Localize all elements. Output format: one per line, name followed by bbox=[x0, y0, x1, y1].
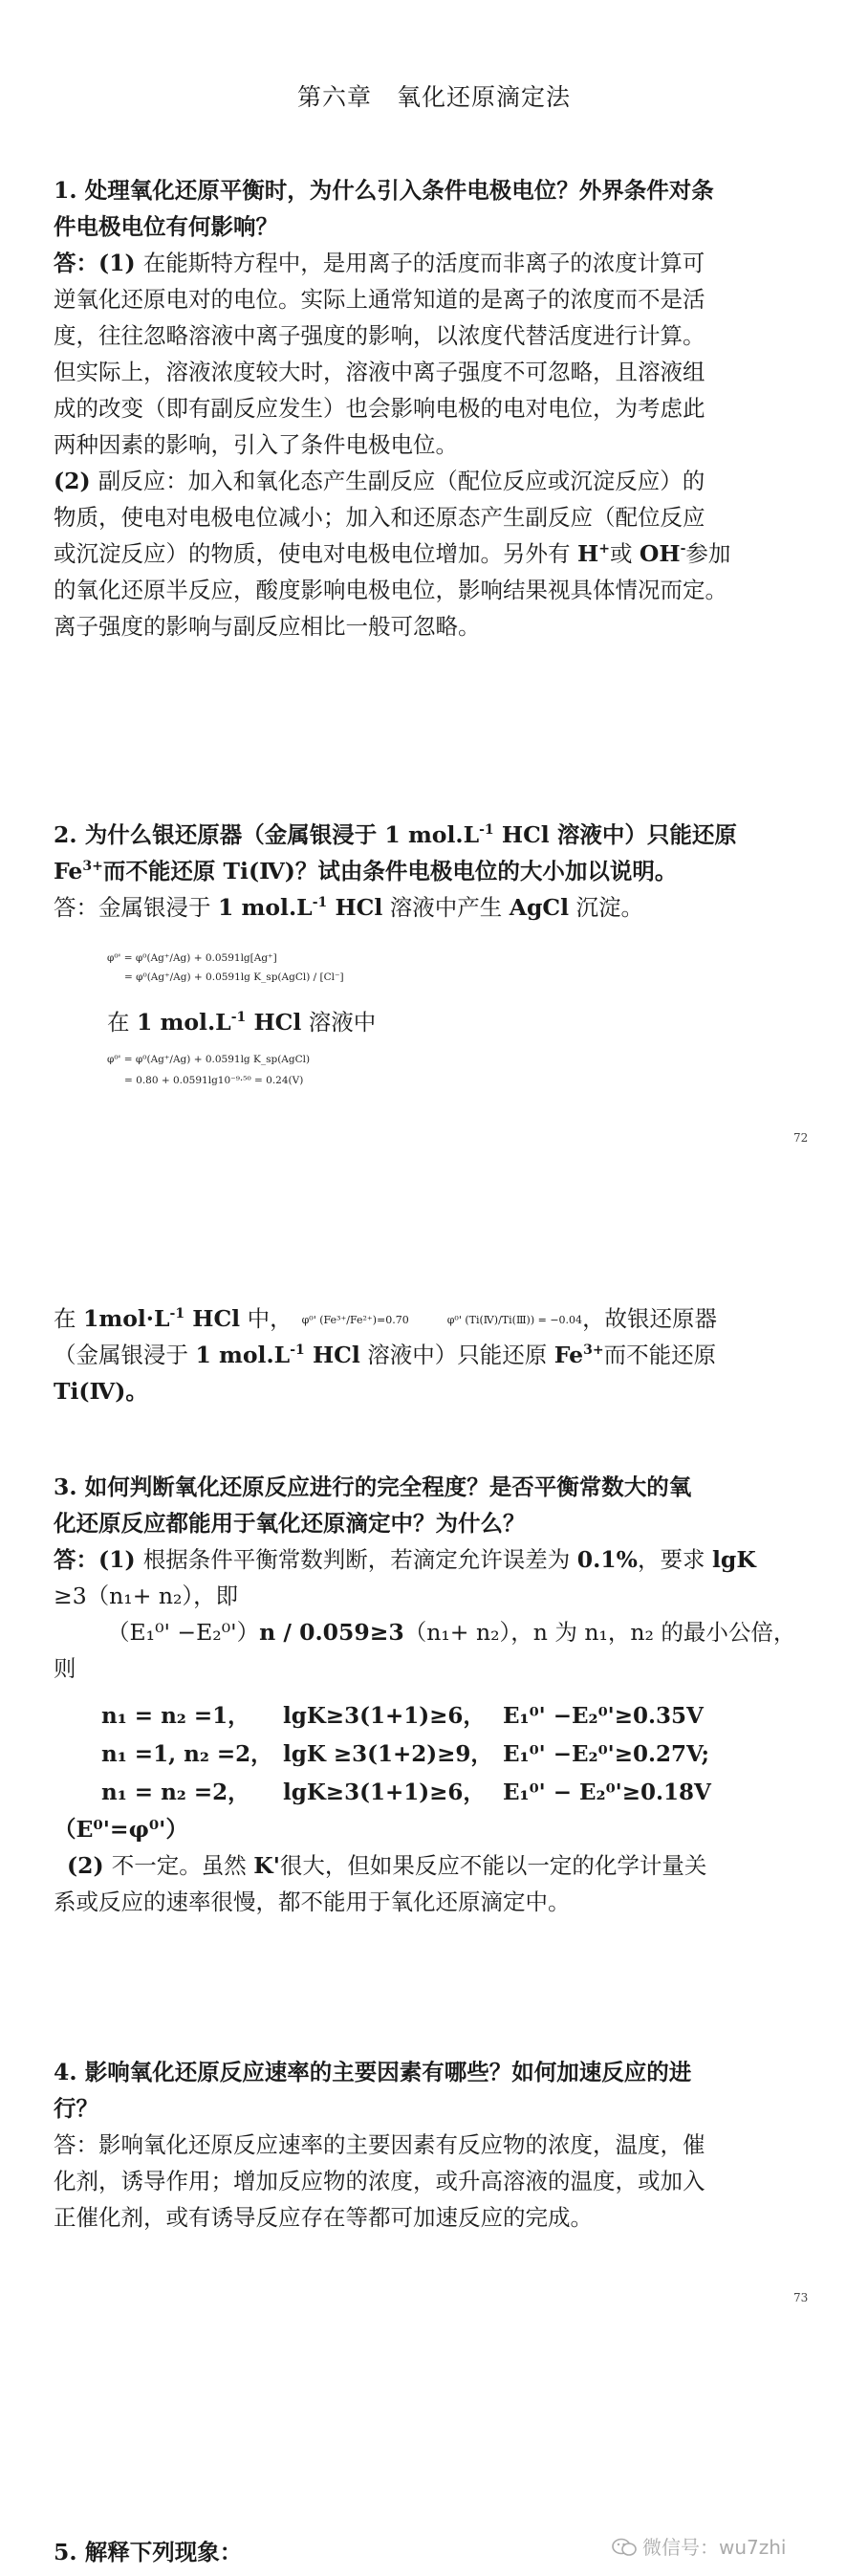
q4-answer-line: 答：影响氧化还原反应速率的主要因素有反应物的浓度，温度，催 bbox=[54, 2131, 705, 2158]
q4-line: 行？ bbox=[54, 2095, 98, 2122]
q2-answer-line: Ti(Ⅳ)。 bbox=[54, 1378, 148, 1405]
q3-line: 3. 如何判断氧化还原反应进行的完全程度？是否平衡常数大的氧 bbox=[54, 1474, 692, 1500]
q1-answer-line: 离子强度的影响与副反应相比一般可忽略。 bbox=[54, 613, 481, 640]
page-number: 73 bbox=[793, 2291, 809, 2304]
q2-answer-line: 在 1 $mol.L^{-1}$ HCl 溶液中 bbox=[107, 1009, 377, 1036]
q2-line: 2. 为什么银还原器（金属银浸于 1 $mol.L^{-1}$ HCl 溶液中）只能还原 bbox=[54, 821, 737, 848]
q3-answer-line: （E₁⁰' −E₂⁰'）n / 0.059≥3（n₁+ n₂），n 为 n₁，n₂ 的最小公倍， bbox=[107, 1619, 796, 1646]
q1-answer-line: 成的改变（即有副反应发生）也会影响电极的电对电位，为考虑此 bbox=[54, 395, 705, 422]
q4-answer-line: 正催化剂，或有诱导反应存在等都可加速反应的完成。 bbox=[54, 2204, 593, 2231]
page-number: 72 bbox=[793, 1131, 809, 1145]
q3-answer-line: 则 bbox=[54, 1655, 76, 1682]
q1-answer-line: 但实际上，溶液浓度较大时，溶液中离子强度不可忽略，且溶液组 bbox=[54, 359, 705, 385]
q3-answer-line: 答：(1) 根据条件平衡常数判断，若滴定允许误差为 0.1%，要求 lgK bbox=[54, 1546, 756, 1573]
question-1 bbox=[54, 172, 818, 644]
q1-answer-line: 物质，使电对电极电位减小；加入和还原态产生副反应（配位反应 bbox=[54, 504, 705, 531]
q1-answer-line: 两种因素的影响，引入了条件电极电位。 bbox=[54, 431, 458, 458]
q1-answer-line: 或沉淀反应）的物质，使电对电极电位增加。另外有 H+或 OH-参加 bbox=[54, 540, 731, 567]
q4-line: 4. 影响氧化还原反应速率的主要因素有哪些？如何加速反应的进 bbox=[54, 2059, 692, 2085]
q3-answer-line: （E⁰'=φ⁰'） bbox=[54, 1816, 188, 1843]
q1-answer-line: 逆氧化还原电对的电位。实际上通常知道的是离子的浓度而不是活 bbox=[54, 286, 705, 313]
q1-answer-line: 度，往往忽略溶液中离子强度的影响，以浓度代替活度进行计算。 bbox=[54, 322, 705, 349]
question-3 bbox=[54, 1469, 818, 1687]
formula-line: φ⁰' = φ⁰(Ag⁺/Ag) + 0.0591lg[Ag⁺] bbox=[107, 952, 277, 964]
formula-line: φ⁰' = φ⁰(Ag⁺/Ag) + 0.0591lg K_sp(AgCl) bbox=[107, 1054, 311, 1065]
q2-answer-line: 答：金属银浸于 1 $mol.L^{-1}$ HCl 溶液中产生 AgCl 沉淀。 bbox=[54, 894, 644, 921]
q2-answer-line: 在 $1mol\cdot L^{-1}$ HCl 中， φ⁰' (Fe³⁺/Fe²⁺)=0.70 φ⁰' (Ti(Ⅳ)/Ti(Ⅲ)) = −0.04，故银还原器 bbox=[54, 1305, 718, 1332]
q2-answer-line: （金属银浸于 1 $mol.L^{-1}$ HCl 溶液中）只能还原 $Fe^{3+}$而不能还原 bbox=[54, 1342, 717, 1368]
wechat-icon bbox=[612, 2538, 637, 2557]
chapter-title: 第六章 氧化还原滴定法 bbox=[296, 83, 571, 111]
formula-line: = φ⁰(Ag⁺/Ag) + 0.0591lg K_sp(AgCl) / [Cl⁻] bbox=[124, 971, 344, 983]
q3-condition-row: n₁ = n₂ =1， lgK≥3(1+1)≥6， E₁⁰' −E₂⁰'≥0.35V bbox=[101, 1703, 704, 1729]
q3-answer-line: ≥3（n₁+ n₂），即 bbox=[54, 1583, 239, 1609]
formula-line: = 0.80 + 0.0591lg10⁻⁹·⁵⁰ = 0.24(V) bbox=[124, 1075, 304, 1086]
q1-answer-line: 答：(1) 在能斯特方程中，是用离子的活度而非离子的浓度计算可 bbox=[54, 250, 705, 276]
q3-line: 化还原反应都能用于氧化还原滴定中？为什么？ bbox=[54, 1510, 526, 1537]
q3-condition-row: n₁ = n₂ =2， lgK≥3(1+1)≥6， E₁⁰' − E₂⁰'≥0.18V bbox=[101, 1779, 711, 1805]
question-3-tail bbox=[54, 1811, 818, 1920]
question-4 bbox=[54, 2054, 818, 2236]
q1-answer-line: 的氧化还原半反应，酸度影响电极电位，影响结果视具体情况而定。 bbox=[54, 577, 727, 603]
q3-condition-row: n₁ =1, n₂ =2， lgK ≥3(1+2)≥9， E₁⁰' −E₂⁰'≥0.27V; bbox=[101, 1741, 710, 1767]
q1-line: 1. 处理氧化还原平衡时，为什么引入条件电极电位？外界条件对条 bbox=[54, 177, 714, 204]
question-2-continued bbox=[54, 1300, 818, 1409]
q1-line: 件电极电位有何影响？ bbox=[54, 213, 278, 240]
question-2 bbox=[54, 817, 818, 926]
q4-answer-line: 化剂，诱导作用；增加反应物的浓度，或升高溶液的温度，或加入 bbox=[54, 2168, 705, 2194]
wechat-watermark: 微信号：wu7zhi bbox=[612, 2532, 787, 2560]
q3-answer-line: 系或反应的速率很慢，都不能用于氧化还原滴定中。 bbox=[54, 1888, 571, 1915]
q5-line: 5. 解释下列现象： bbox=[54, 2539, 243, 2565]
q2-line: $Fe^{3+}$而不能还原 Ti(Ⅳ)？试由条件电极电位的大小加以说明。 bbox=[54, 858, 678, 884]
q1-answer-line: (2) 副反应：加入和氧化态产生副反应（配位反应或沉淀反应）的 bbox=[54, 468, 705, 494]
q3-answer-line: (2) 不一定。虽然 K'很大，但如果反应不能以一定的化学计量关 bbox=[67, 1852, 707, 1879]
